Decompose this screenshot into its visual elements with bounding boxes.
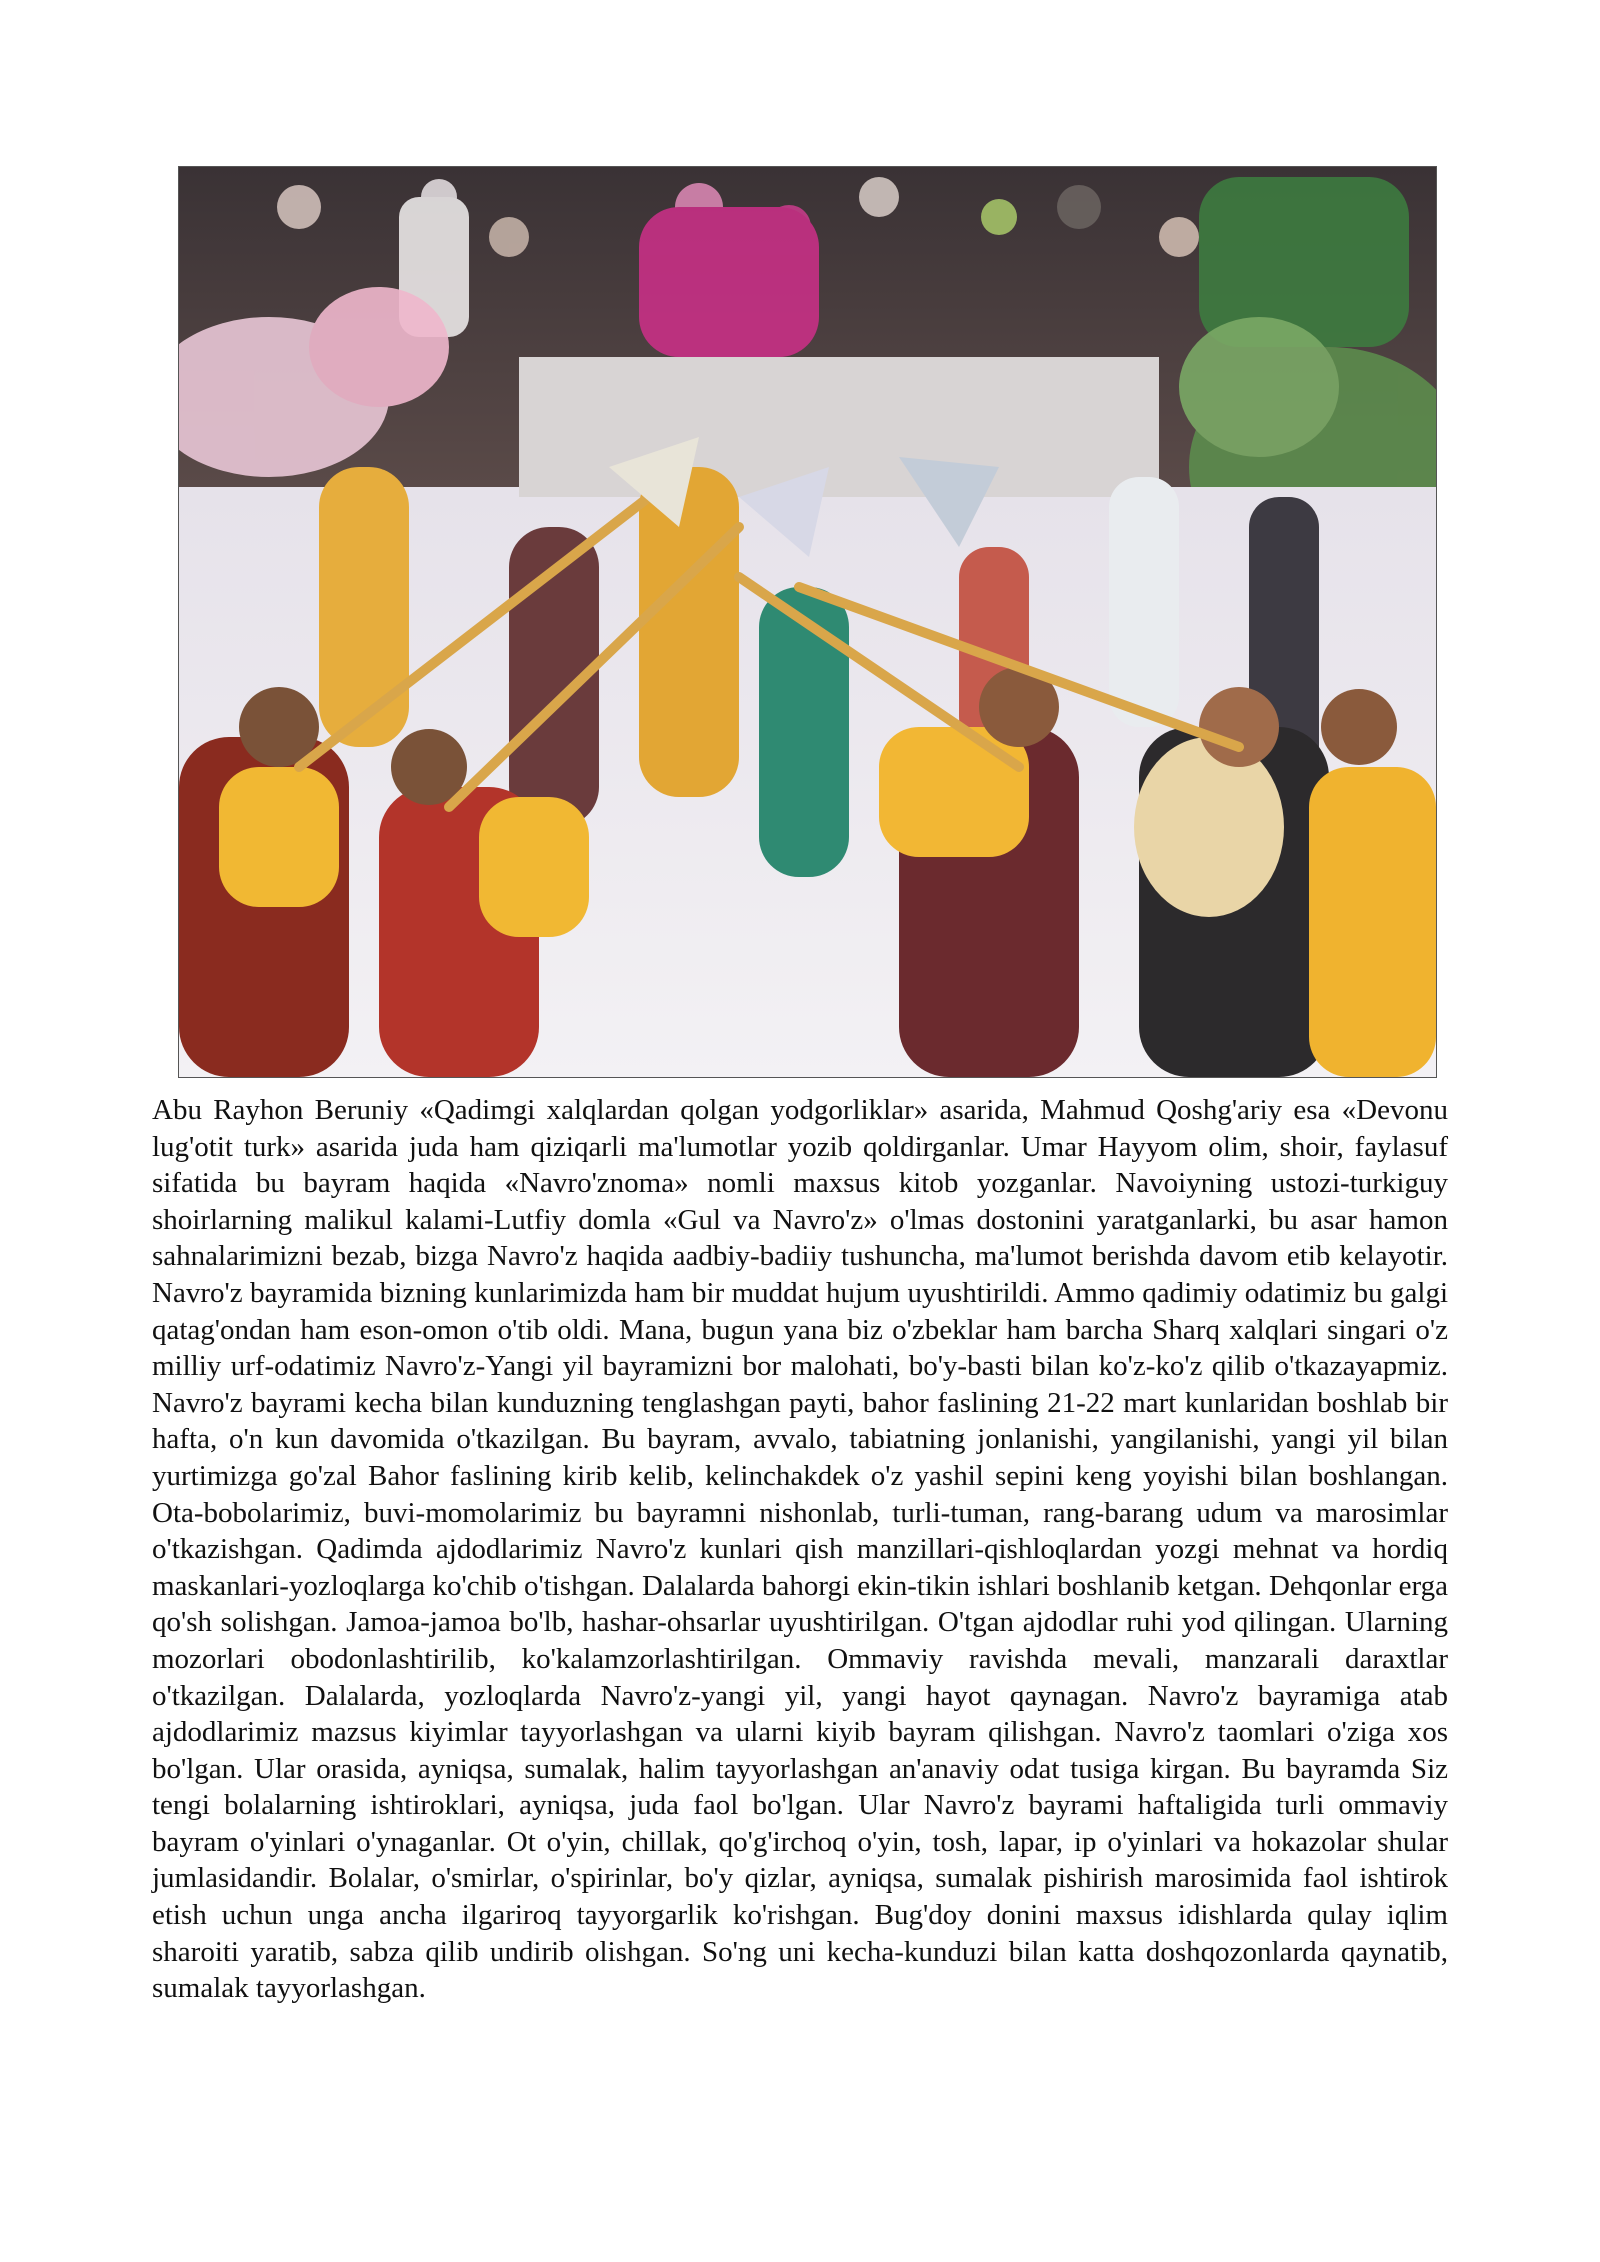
body-paragraph: Abu Rayhon Beruniy «Qadimgi xalqlardan qolgan yodgorliklar» asarida, Mahmud Qoshg'ariy esa «Devonu lug'otit turk» asarida juda ham qiziqarli ma'lumotlar yozib qoldirganlar. Umar Hayyom olim, shoir, faylasuf sifatida bu bayram haqida «Navro'znoma» nomli maxsus kitob yozganlar. Navoiyning ustozi-turkiguy shoirlarning malikul kalami-Lutfiy domla «Gul va Navro'z» o'lmas dostonini yaratganlarki, bu asar hamon sahnalarimizni bezab, bizga Navro'z haqida aadbiy-badiiy tushuncha, ma'lumot berishda davom etib kelayotir. Navro'z bayramida bizning kunlarimizda ham bir muddat hujum uyushtirildi. Ammo qadimiy odatimiz bu galgi qatag'ondan ham eson-omon o'tib oldi. Mana, bugun yana biz o'zbeklar ham barcha Sharq xalqlari singari o'z milliy urf-odatimiz Navro'z-Yangi yil bayramizni bor malohati, bo'y-basti bilan ko'z-ko'z qilib o'tkazayapmiz. Navro'z bayrami kecha bilan kunduzning tenglashgan payti, bahor faslining 21-22 mart kunlaridan boshlab bir hafta, o'n kun davomida o'tkazilgan. Bu bayram, avvalo, tabiatning jonlanishi, yangilanishi, yangi yil bilan yurtimizga go'zal Bahor faslining kirib kelib, kelinchakdek o'z yashil sepini keng yoyishi bilan boshlangan. Ota-bobolarimiz, buvi-momolarimiz bu bayramni nishonlab, turli-tuman, rang-barang udum va marosimlar o'tkazishgan. Qadimda ajdodlarimiz Navro'z kunlari qish manzillari-qishloqlardan yozgi mehnat va hordiq maskanlari-yozloqlarga ko'chib o'tishgan. Dalalarda bahorgi ekin-tikin ishlari boshlanib ketgan. Dehqonlar erga qo'sh solishgan. Jamoa-jamoa bo'lb, hashar-ohsarlar uyushtirilgan. O'tgan ajdodlar ruhi yod qilingan. Ularning mozorlari obodonlashtirilib, ko'kalamzorlashtirilgan. Ommaviy ravishda mevali, manzarali daraxtlar o'tkazilgan. Dalalarda, yozloqlarda Navro'z-yangi yil, yangi hayot qaynagan. Navro'z bayramiga atab ajdodlarimiz mazsus kiyimlar tayyorlashgan va ularni kiyib bayram qilishgan. Navro'z taomlari o'ziga xos bo'lgan. Ular orasida, ayniqsa, sumalak, halim tayyorlashgan an'anaviy odat tusiga kirgan. Bu bayramda Siz tengi bolalarning ishtiroklari, ayniqsa, juda faol bo'lgan. Ular Navro'z bayrami haftaligida turli ommaviy bayram o'yinlari o'ynaganlar. Ot o'yin, chillak, qo'g'irchoq o'yin, tosh, lapar, ip o'yinlari va hokazolar shular jumlasidandir. Bolalar, o'smirlar, o'spirinlar, bo'y qizlar, ayniqsa, sumalak pishirish marosimida faol ishtirok etish uchun unga ancha ilgariroq tayyorgarlik ko'rishgan. Bug'doy donini maxsus idishlarda qulay iqlim sharoiti yaratib, sabza qilib undirib olishgan. So'ng uni kecha-kunduzi bilan katta doshqozonlarda qaynatib, sumalak tayyorlashgan. xyxy=(152,1094,1448,2005)
navruz-festival-photo-icon xyxy=(179,167,1436,1077)
festival-photo xyxy=(178,166,1437,1078)
